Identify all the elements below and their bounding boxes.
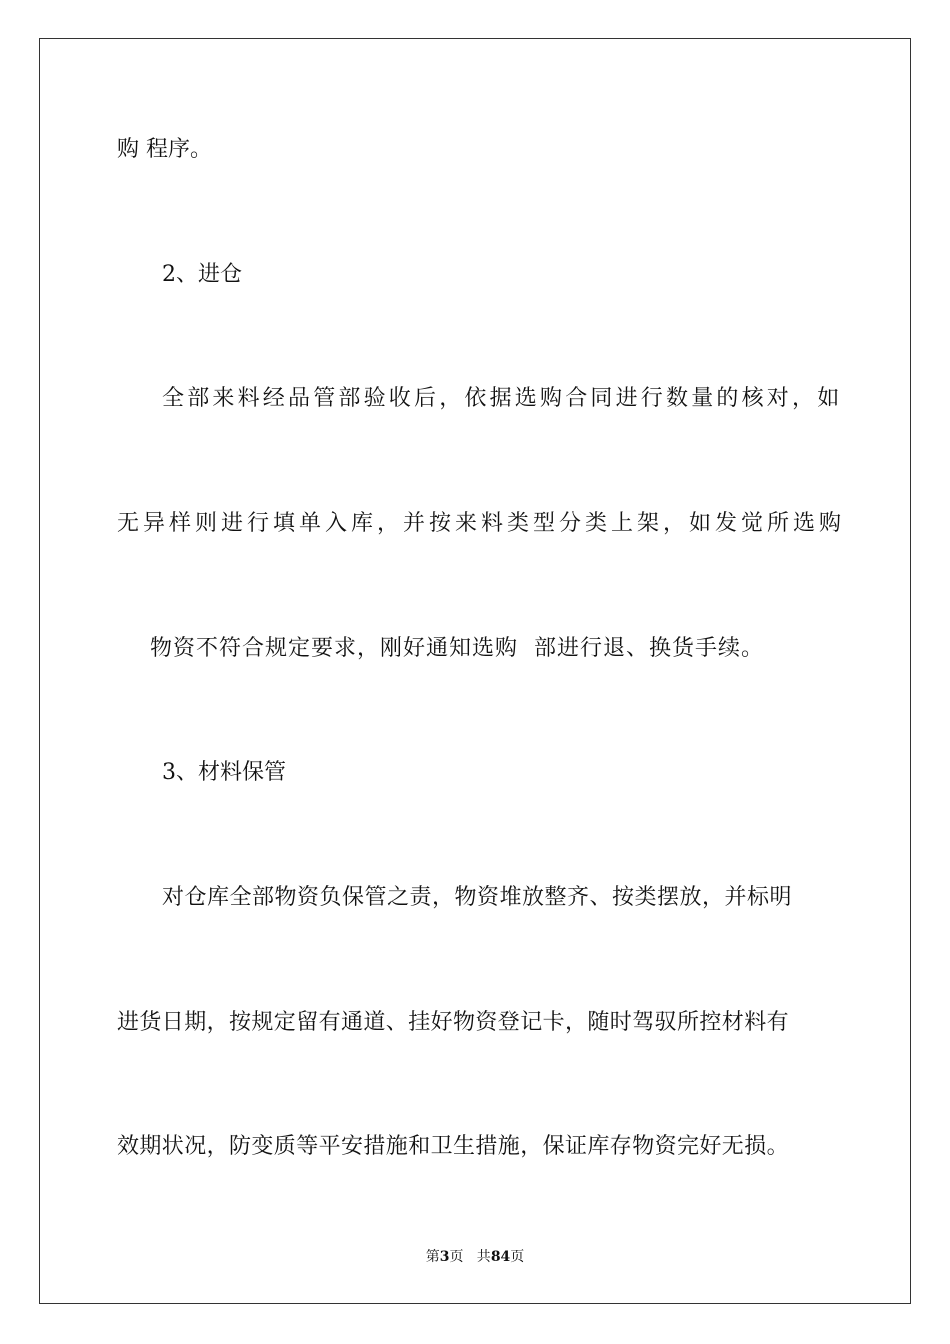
text-line: 购 程序。 — [117, 137, 212, 162]
footer-middle: 页 共 — [449, 1249, 491, 1265]
section-heading-incoming: 2、进仓 — [162, 262, 242, 287]
total-pages-number: 84 — [490, 1249, 511, 1265]
footer-suffix: 页 — [510, 1249, 525, 1265]
footer-prefix: 第 — [425, 1249, 440, 1265]
text-line: 对仓库全部物资负保管之责，物资堆放整齐、按类摆放，并标明 — [162, 885, 793, 910]
text-line: 物资不符合规定要求，刚好通知选购 部进行退、换货手续。 — [150, 636, 764, 661]
current-page-number: 3 — [439, 1249, 450, 1265]
page-footer — [0, 1248, 950, 1266]
text-line: 效期状况，防变质等平安措施和卫生措施，保证库存物资完好无损。 — [117, 1134, 790, 1159]
page-border — [39, 38, 911, 1304]
text-line: 无异样则进行填单入库，并按来料类型分类上架，如发觉所选购 — [117, 511, 846, 536]
text-line: 全部来料经品管部验收后，依据选购合同进行数量的核对，如 — [162, 386, 843, 411]
section-heading-storage: 3、材料保管 — [162, 760, 286, 785]
text-line: 进货日期，按规定留有通道、挂好物资登记卡，随时驾驭所控材料有 — [117, 1010, 790, 1035]
